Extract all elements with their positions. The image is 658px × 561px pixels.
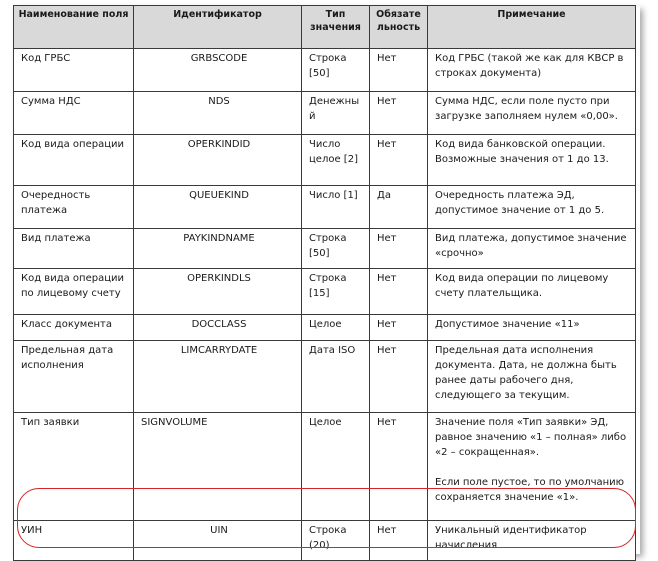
notes-spacer bbox=[435, 460, 631, 475]
cell-name: УИН bbox=[14, 521, 134, 561]
cell-name: Очередность платежа bbox=[14, 186, 134, 229]
cell-name: Вид платежа bbox=[14, 229, 134, 269]
cell-notes bbox=[428, 186, 636, 229]
cell-name: Класс документа bbox=[14, 315, 134, 341]
cell-notes bbox=[428, 49, 636, 92]
header-identifier: Идентификатор bbox=[134, 6, 302, 49]
notes-text: Значение поля «Тип заявки» ЭД, равное значению «1 – полная» либо «2 – сокращенная». bbox=[435, 417, 627, 458]
table-row bbox=[14, 413, 636, 521]
cell-required: Нет bbox=[370, 92, 428, 135]
notes-text: Код вида банковской операции. Возможные значения от 1 до 13. bbox=[435, 139, 609, 165]
table-row bbox=[14, 315, 636, 341]
cell-name: Предельная дата исполнения bbox=[14, 341, 134, 413]
notes-text: Предельная дата исполнения документа. Дата, не должна быть ранее даты рабочего дня, следующего за текущим. bbox=[435, 345, 617, 401]
cell-type: Строка [15] bbox=[302, 269, 370, 315]
cell-type: Строка [50] bbox=[302, 49, 370, 92]
cell-name: Код вида операции по лицевому счету bbox=[14, 269, 134, 315]
table-row bbox=[14, 186, 636, 229]
notes-text: Код ГРБС (такой же как для КВСР в строках документа) bbox=[435, 53, 624, 79]
cell-identifier: OPERKINDLS bbox=[134, 269, 302, 315]
header-name: Наименование поля bbox=[14, 6, 134, 49]
cell-notes bbox=[428, 315, 636, 341]
table-row bbox=[14, 49, 636, 92]
cell-required: Да bbox=[370, 186, 428, 229]
cell-identifier: NDS bbox=[134, 92, 302, 135]
table-row bbox=[14, 135, 636, 186]
cell-required: Нет bbox=[370, 135, 428, 186]
header-type: Тип значения bbox=[302, 6, 370, 49]
cell-notes bbox=[428, 269, 636, 315]
cell-type: Целое bbox=[302, 413, 370, 521]
cell-notes bbox=[428, 229, 636, 269]
cell-type: Число [1] bbox=[302, 186, 370, 229]
cell-identifier: UIN bbox=[134, 521, 302, 561]
cell-type: Строка (20) bbox=[302, 521, 370, 561]
cell-identifier: OPERKINDID bbox=[134, 135, 302, 186]
cell-identifier: PAYKINDNAME bbox=[134, 229, 302, 269]
cell-type: Строка [50] bbox=[302, 229, 370, 269]
cell-required: Нет bbox=[370, 49, 428, 92]
notes-text: Уникальный идентификатор начисления bbox=[435, 525, 587, 551]
cell-identifier: SIGNVOLUME bbox=[134, 413, 302, 521]
cell-identifier: LIMCARRYDATE bbox=[134, 341, 302, 413]
cell-identifier: DOCCLASS bbox=[134, 315, 302, 341]
cell-identifier: QUEUEKIND bbox=[134, 186, 302, 229]
notes-text: Код вида операции по лицевому счету плательщика. bbox=[435, 273, 609, 299]
table-header-row bbox=[14, 6, 636, 49]
cell-notes bbox=[428, 135, 636, 186]
cell-type: Число целое [2] bbox=[302, 135, 370, 186]
notes-text: Вид платежа, допустимое значение «срочно» bbox=[435, 233, 627, 259]
table-row bbox=[14, 269, 636, 315]
cell-required: Нет bbox=[370, 413, 428, 521]
cell-notes bbox=[428, 92, 636, 135]
cell-required: Нет bbox=[370, 341, 428, 413]
cell-required: Нет bbox=[370, 269, 428, 315]
cell-notes bbox=[428, 341, 636, 413]
cell-notes bbox=[428, 413, 636, 521]
cell-required: Нет bbox=[370, 315, 428, 341]
fields-table bbox=[13, 5, 636, 561]
table-row bbox=[14, 92, 636, 135]
table-row bbox=[14, 341, 636, 413]
table-row bbox=[14, 229, 636, 269]
cell-required: Нет bbox=[370, 521, 428, 561]
notes-text: Если поле пустое, то по умолчанию сохраняется значение «1». bbox=[435, 477, 625, 503]
cell-type: Дата ISO bbox=[302, 341, 370, 413]
header-required: Обязате льность bbox=[370, 6, 428, 49]
table-row-uin bbox=[14, 521, 636, 561]
cell-name: Тип заявки bbox=[14, 413, 134, 521]
notes-text: Очередность платежа ЭД, допустимое значение от 1 до 5. bbox=[435, 190, 605, 216]
cell-identifier: GRBSCODE bbox=[134, 49, 302, 92]
cell-required: Нет bbox=[370, 229, 428, 269]
header-notes: Примечание bbox=[428, 6, 636, 49]
notes-text: Сумма НДС, если поле пусто при загрузке заполняем нулем «0,00». bbox=[435, 96, 618, 122]
cell-name: Код вида операции bbox=[14, 135, 134, 186]
notes-text: Допустимое значение «11» bbox=[435, 319, 580, 330]
cell-name: Код ГРБС bbox=[14, 49, 134, 92]
cell-type: Целое bbox=[302, 315, 370, 341]
cell-notes bbox=[428, 521, 636, 561]
cell-name: Сумма НДС bbox=[14, 92, 134, 135]
cell-type: Денежный bbox=[302, 92, 370, 135]
